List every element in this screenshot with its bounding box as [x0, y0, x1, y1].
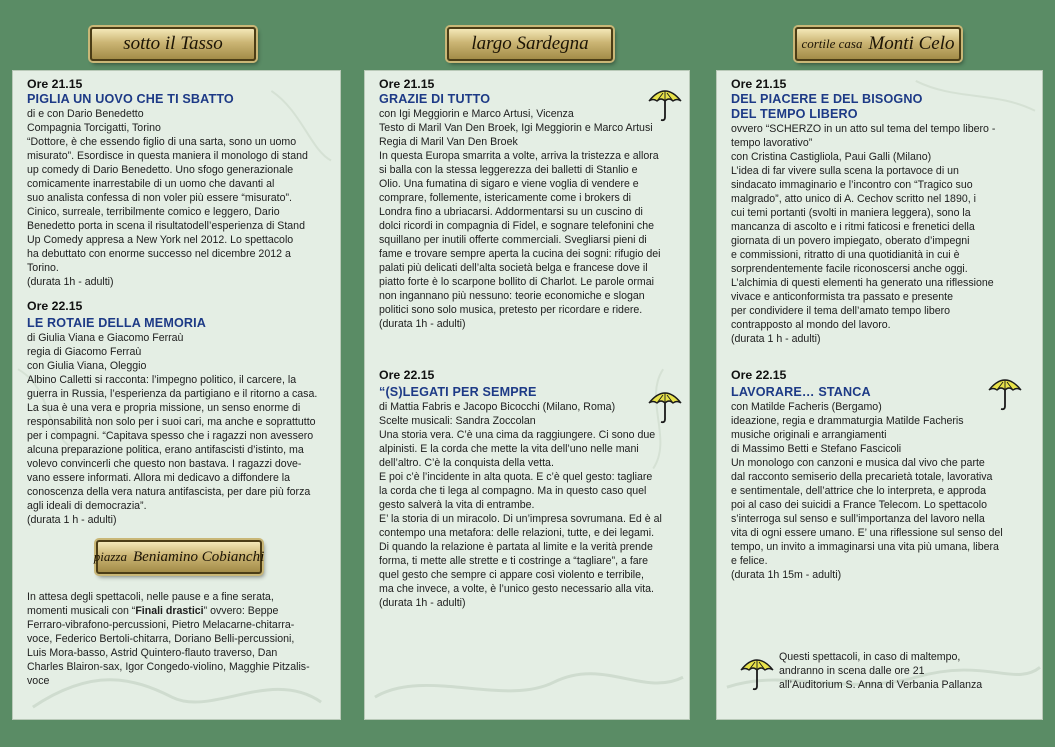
event-line: conoscenza della vera natura antifascista, per dare più forza — [27, 486, 311, 498]
event-time: Ore 21.15 — [27, 77, 83, 91]
event-line — [27, 604, 326, 618]
event-time: Ore 22.15 — [379, 368, 435, 382]
event-line: E’ la storia di un miracolo. Di un’impresa sovrumana. Ed è al — [379, 513, 662, 525]
event-line: Ferraro-vibrafono-percussioni, Pietro Melacarne-chitarra- — [27, 619, 295, 631]
event-line: fame e trovare sempre aperta la cucina dei sogni: rifugio dei — [379, 248, 661, 260]
band-name: Finali drastici — [135, 605, 204, 617]
event-line: “Dottore, è che essendo figlio di una sarta, sono un uomo — [27, 136, 297, 148]
event-line: Scelte musicali: Sandra Zoccolan — [379, 415, 536, 427]
venue-name: sotto il Tasso — [123, 33, 223, 54]
event-duration: (durata 1 h - adulti) — [731, 333, 821, 345]
event-duration: (durata 1h - adulti) — [379, 318, 466, 330]
event-line: per i compagni. “Capitava spesso che i ragazzi non avessero — [27, 430, 314, 442]
event-grazie-di-tutto — [379, 77, 675, 331]
event-del-piacere — [731, 77, 1028, 346]
event-line: Benedetto porta in scena il risultatodell’esperienza di Stand — [27, 220, 305, 232]
event-line: tempo, un invito a immaginarsi una vita più umana, libera — [731, 541, 999, 553]
event-line: con Cristina Castigliola, Paui Galli (Milano) — [731, 151, 932, 163]
event-line: di Giulia Viana e Giacomo Ferraù — [27, 332, 184, 344]
event-line: guerra in Russia, l’esperienza da partigiano e il ritorno a casa. — [27, 388, 318, 400]
column-middle — [364, 70, 690, 720]
event-duration: (durata 1h - adulti) — [27, 276, 114, 288]
event-line: per condividere il tema dell’amato tempo libero — [731, 305, 951, 317]
event-line: dolci ricordi in compagnia di Fidel, e sognare telefonini che — [379, 220, 655, 232]
event-time: Ore 21.15 — [731, 77, 787, 91]
column-right — [716, 70, 1043, 720]
column-left — [12, 70, 341, 720]
text-fragment: momenti musicali con “ — [27, 605, 136, 617]
event-line: mancanza di ascolto e i ritmi faticosi e frenetici della — [731, 221, 975, 233]
event-line: palati più delicati dell’alta società belga e francese dove il — [379, 262, 648, 274]
note-line: all’Auditorium S. Anna di Verbania Pallanza — [779, 679, 983, 691]
event-title: DEL TEMPO LIBERO — [731, 107, 858, 121]
text-fragment: ” ovvero: Beppe — [203, 605, 279, 617]
event-line: Torino. — [27, 262, 59, 274]
event-line: Di quando la relazione è partata al limite e la verità prende — [379, 541, 653, 553]
venue-prefix: piazza — [93, 549, 127, 564]
umbrella-icon — [739, 654, 775, 694]
event-title: LAVORARE… STANCA — [731, 385, 871, 399]
event-line: voce, Federico Bertoli-chitarra, Doriano Belli-percussioni, — [27, 633, 295, 645]
event-duration: (durata 1h - adulti) — [379, 597, 466, 609]
event-line: giornata di un povero impiegato, oberato d’impegni — [731, 235, 970, 247]
event-line: L’idea di far vivere sulla scena la portavoce di un — [731, 165, 959, 177]
event-line: volevo convincerli che questo non bastava. I ragazzi dove- — [27, 458, 302, 470]
venue-name: largo Sardegna — [471, 33, 589, 54]
event-duration: (durata 1 h - adulti) — [27, 514, 117, 526]
note-line: Questi spettacoli, in caso di maltempo, — [779, 651, 961, 663]
event-finali-drastici — [27, 590, 326, 688]
event-line: voce — [27, 675, 50, 687]
event-line: ha debuttato con enorme successo nel dicembre 2012 a — [27, 248, 291, 260]
event-line: politici sono solo musica, pretesto per ricordare e ridere. — [379, 304, 643, 316]
event-duration: (durata 1h 15m - adulti) — [731, 569, 842, 581]
event-line: contempo una metafora: delle relazioni, tutte, e dei legami. — [379, 527, 655, 539]
event-line: di Massimo Betti e Stefano Fascicoli — [731, 443, 902, 455]
event-line: con Giulia Viana, Oleggio — [27, 360, 147, 372]
event-title: DEL PIACERE E DEL BISOGNO — [731, 92, 923, 106]
event-le-rotaie — [27, 299, 326, 527]
event-line: si balla con la stessa leggerezza dei balletti di Stanlio e — [379, 164, 638, 176]
event-line: non ingannano più nessuno: teorie economiche e slogan — [379, 290, 645, 302]
event-line: ovvero “SCHERZO in un atto sul tema del tempo libero - — [731, 123, 996, 135]
event-line: alcuna preparazione politica, erano antifascisti d’istinto, ma — [27, 444, 304, 456]
event-piglia-un-uovo — [27, 77, 326, 289]
event-line: squillano per inutili offerte commerciali. Svegliarsi pieni di — [379, 234, 647, 246]
event-line: Testo di Maril Van Den Broek, Igi Meggiorin e Marco Artusi — [379, 122, 653, 134]
venue-name: Beniamino Cobianchi — [133, 548, 265, 565]
event-line: alpinisti. E la corda che mette la vita dell’uno nelle mani — [379, 443, 639, 455]
event-line: In attesa degli spettacoli, nelle pause e a fine serata, — [27, 591, 274, 603]
event-line: di Mattia Fabris e Jacopo Bicocchi (Milano, Roma) — [379, 401, 616, 413]
event-time: Ore 22.15 — [27, 299, 83, 313]
event-line: Londra fino a ubriacarsi. Addormentarsi su un cuscino di — [379, 206, 643, 218]
event-line: cui temi portanti (svolti in maniera leggera), sono la — [731, 207, 971, 219]
event-line: e felice. — [731, 555, 768, 567]
event-line: malgrado”, atto unico di A. Cechov scritto nel 1890, i — [731, 193, 976, 205]
event-line: musiche originali e arrangiamenti — [731, 429, 887, 441]
event-line: regia di Giacomo Ferraù — [27, 346, 142, 358]
event-line: vivace e anticonformista tra passato e presente — [731, 291, 953, 303]
event-line: di e con Dario Benedetto — [27, 108, 144, 120]
event-line: tempo lavorativo” — [731, 137, 813, 149]
event-line: Albino Calletti si racconta: l’impegno politico, il carcere, la — [27, 374, 297, 386]
event-line: dal racconto semiserio della precarietà totale, lavorativa — [731, 471, 993, 483]
event-line: s’interroga sul senso e sull’importanza del lavoro nella — [731, 513, 985, 525]
event-line: E poi c’è l’incidente in alta quota. E c’è quel gesto: tagliare — [379, 471, 653, 483]
event-line: Charles Blairon-sax, Igor Congedo-violino, Magghie Pitzalis- — [27, 661, 310, 673]
event-line: Olio. Una fumatina di sigaro e viene voglia di vendere e — [379, 178, 639, 190]
event-line: sorprendentemente facile riconoscersi anche oggi. — [731, 263, 968, 275]
event-line: dell’altro. C’è la conquista della vetta. — [379, 457, 554, 469]
event-line: up comedy di Dario Benedetto. Uno sfogo generazionale — [27, 164, 294, 176]
event-line: responsabilità non solo per i suoi cari, ma anche e soprattutto — [27, 416, 316, 428]
event-line: forma, ti mette alle strette e ti costringe a “tagliare”, a fare — [379, 555, 649, 567]
event-line: La sua è una vera e propria missione, un senso enorme di — [27, 402, 301, 414]
venue-plaque-sotto-il-tasso — [90, 27, 256, 61]
event-line: ma che invece, a volte, è l’unico gesto necessario alla vita. — [379, 583, 654, 595]
event-line: Luis Mora-basso, Astrid Quintero-flauto traverso, Dan — [27, 647, 278, 659]
event-line: gesto salverà la vita di entrambe. — [379, 499, 535, 511]
event-line: la corda che ti lega al compagno. Ma in questo caso quel — [379, 485, 647, 497]
event-line: comprare, follemente, istericamente come i brokers di — [379, 192, 631, 204]
event-line: e sentimentale, dell’attrice che lo interpreta, e approda — [731, 485, 986, 497]
event-line: con Igi Meggiorin e Marco Artusi, Vicenza — [379, 108, 574, 120]
event-title: LE ROTAIE DELLA MEMORIA — [27, 316, 207, 330]
event-title: “(S)LEGATI PER SEMPRE — [379, 385, 537, 399]
event-time: Ore 21.15 — [379, 77, 435, 91]
event-slegati-per-sempre — [379, 368, 675, 610]
event-line: Up Comedy appresa a New York nel 2012. Lo spettacolo — [27, 234, 294, 246]
event-line: comicamente inarrestabile di un uomo che davanti al — [27, 178, 275, 190]
event-line: sindacato immaginario e l’incontro con “Tragico suo — [731, 179, 973, 191]
note-line: andranno in scena dalle ore 21 — [779, 665, 925, 677]
bad-weather-note — [779, 650, 982, 692]
venue-prefix: cortile casa — [801, 36, 863, 51]
venue-plaque-largo-sardegna — [447, 27, 613, 61]
event-line: Regia di Maril Van Den Broek — [379, 136, 518, 148]
event-line: Una storia vera. C’è una cima da raggiungere. Ci sono due — [379, 429, 656, 441]
event-line: misurato”. Esordisce in questa maniera il monologo di stand — [27, 150, 308, 162]
event-line: ideazione, regia e drammaturgia Matilde Facheris — [731, 415, 964, 427]
event-line: Cinico, surreale, terribilmente comico e leggero, Dario — [27, 206, 280, 218]
event-line: con Matilde Facheris (Bergamo) — [731, 401, 882, 413]
event-line: Un monologo con canzoni e musica dal vivo che parte — [731, 457, 985, 469]
event-line: vano essere informati. Allora mi dedicavo a diffondere la — [27, 472, 291, 484]
event-line: poi al caso dei suicidi a France Telecom. Lo spettacolo — [731, 499, 987, 511]
event-line: quel gesto che sempre ci appare così violento e terribile, — [379, 569, 644, 581]
venue-plaque-monti-celo — [795, 27, 961, 61]
event-line: vita di ogni essere umano. E’ una riflessione sul senso del — [731, 527, 1003, 539]
event-line: In questa Europa smarrita a volte, arriva la tristezza e allora — [379, 150, 659, 162]
event-line: e commissioni, ritratto di una quotidianità in cui è — [731, 249, 960, 261]
event-lavorare-stanca — [731, 368, 1028, 582]
event-line: piatto forte è lo scarpone bollito di Charlot. Le parole ormai — [379, 276, 655, 288]
event-line: Compagnia Torcigatti, Torino — [27, 122, 161, 134]
venue-plaque-beniamino-cobianchi — [93, 540, 265, 574]
venue-name: Monti Celo — [868, 33, 955, 54]
event-time: Ore 22.15 — [731, 368, 787, 382]
event-title: PIGLIA UN UOVO CHE TI SBATTO — [27, 92, 234, 106]
event-title: GRAZIE DI TUTTO — [379, 92, 491, 106]
event-line: agli ideali di democrazia”. — [27, 500, 147, 512]
event-line: contrapposto al mondo del lavoro. — [731, 319, 891, 331]
event-line: suo analista confessa di non voler più essere “misurato”. — [27, 192, 292, 204]
event-line: L’alchimia di questi elementi ha generato una riflessione — [731, 277, 994, 289]
